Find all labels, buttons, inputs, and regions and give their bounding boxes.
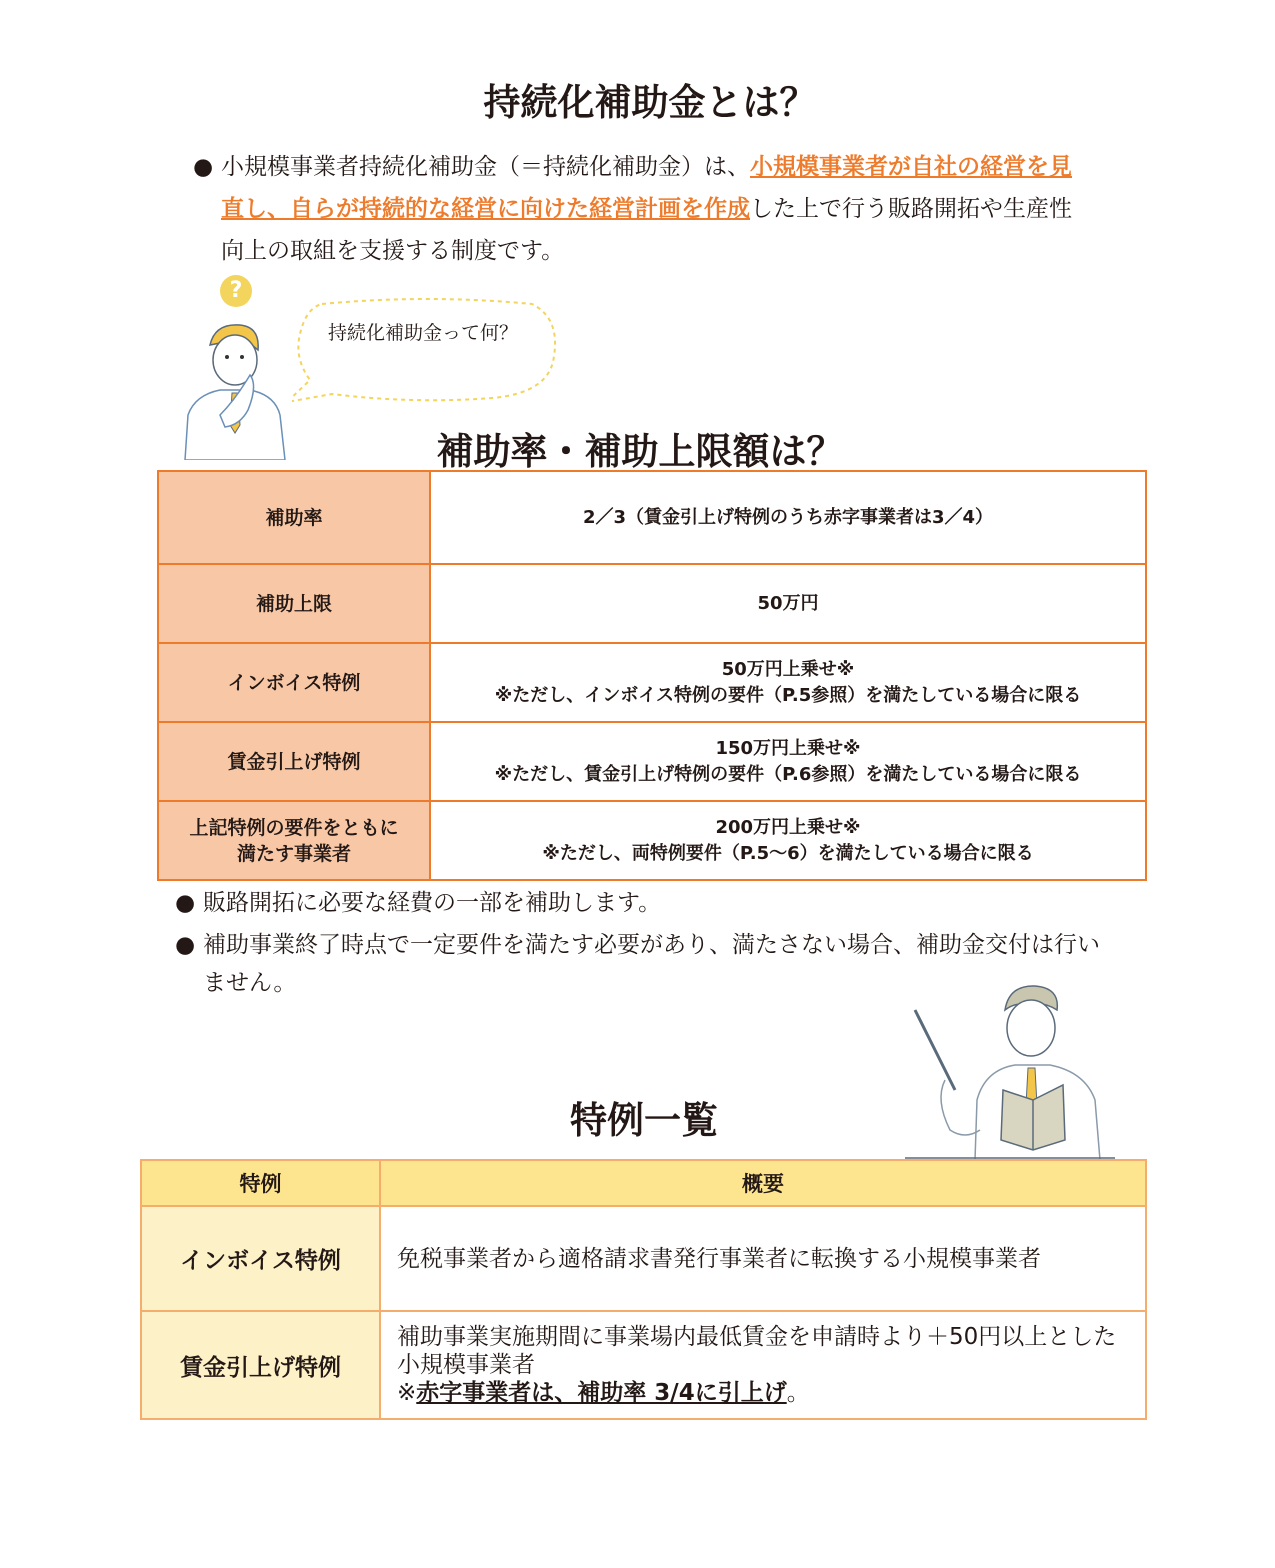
row-value bbox=[430, 471, 1146, 564]
special-desc bbox=[380, 1311, 1146, 1419]
rate-table bbox=[157, 470, 1147, 881]
intro-highlight: 小規模事業者が自社の経営を見直し、自らが持続的な経営に向けた経営計画を作成 bbox=[221, 154, 1072, 222]
question-mark-icon: ? bbox=[220, 275, 252, 307]
row-label: 賃金引上げ特例 bbox=[158, 722, 430, 801]
special-name: インボイス特例 bbox=[141, 1206, 380, 1311]
value-line: 150万円上乗せ※ bbox=[715, 737, 861, 759]
row-value bbox=[430, 564, 1146, 643]
row-label: インボイス特例 bbox=[158, 643, 430, 722]
row-label: 補助率 bbox=[158, 471, 430, 564]
table-row bbox=[158, 801, 1146, 880]
page-title: 持続化補助金とは？ bbox=[483, 81, 817, 124]
column-header: 特例 bbox=[141, 1160, 380, 1206]
teacher-pointer-illustration bbox=[905, 980, 1115, 1160]
value-line: 50万円上乗せ※ bbox=[721, 658, 855, 680]
value-note: ※ただし、賃金引上げ特例の要件（P.6参照）を満たしている場合に限る bbox=[494, 763, 1082, 785]
row-value bbox=[430, 801, 1146, 880]
note-text: 補助事業終了時点で一定要件を満たす必要があり、満たさない場合、補助金交付は行いません。 bbox=[203, 932, 1100, 996]
bullet-icon: ● bbox=[175, 890, 196, 916]
section-title-special: 特例一覧 bbox=[570, 1099, 718, 1142]
row-value bbox=[430, 643, 1146, 722]
desc-note bbox=[397, 1379, 1145, 1407]
special-name: 賃金引上げ特例 bbox=[141, 1311, 380, 1419]
row-value bbox=[430, 722, 1146, 801]
table-row bbox=[158, 643, 1146, 722]
value-note: ※ただし、両特例要件（P.5～6）を満たしている場合に限る bbox=[542, 842, 1034, 864]
bullet-icon: ● bbox=[175, 932, 196, 958]
intro-pre: 小規模事業者持続化補助金（＝持続化補助金）は、 bbox=[221, 154, 750, 180]
table-row bbox=[141, 1311, 1146, 1419]
desc-text: 補助事業実施期間に事業場内最低賃金を申請時より＋50円以上とした小規模事業者 bbox=[397, 1324, 1117, 1378]
row-label: 上記特例の要件をともに満たす事業者 bbox=[158, 801, 430, 880]
note-highlight: 赤字事業者は、補助率 3/4に引上げ bbox=[416, 1380, 787, 1406]
intro-paragraph bbox=[193, 146, 1093, 272]
note-text: 販路開拓に必要な経費の一部を補助します。 bbox=[203, 890, 662, 916]
list-item bbox=[175, 884, 1115, 922]
table-row bbox=[158, 722, 1146, 801]
special-table bbox=[140, 1159, 1147, 1420]
special-desc bbox=[380, 1206, 1146, 1311]
value-line: 200万円上乗せ※ bbox=[715, 816, 861, 838]
table-row bbox=[158, 564, 1146, 643]
note-suffix: 。 bbox=[786, 1380, 810, 1406]
value-line: 2／3（賃金引上げ特例のうち赤字事業者は3／4） bbox=[582, 506, 994, 528]
intro-post: した上で行う販路開拓や生産性向上の取組を支援する制度です。 bbox=[221, 196, 1072, 264]
bullet-icon: ● bbox=[193, 154, 214, 180]
table-row bbox=[158, 471, 1146, 564]
column-header: 概要 bbox=[380, 1160, 1146, 1206]
speech-bubble bbox=[292, 298, 562, 406]
bubble-text: 持続化補助金って何？ bbox=[328, 322, 519, 344]
value-note: ※ただし、インボイス特例の要件（P.5参照）を満たしている場合に限る bbox=[494, 684, 1082, 706]
desc-text: 免税事業者から適格請求書発行事業者に転換する小規模事業者 bbox=[397, 1245, 1041, 1272]
value-line: 50万円 bbox=[757, 592, 819, 614]
row-label: 補助上限 bbox=[158, 564, 430, 643]
section-title-rates: 補助率・補助上限額は？ bbox=[436, 430, 844, 473]
table-row bbox=[141, 1206, 1146, 1311]
note-prefix: ※ bbox=[397, 1380, 417, 1406]
table-header-row bbox=[141, 1160, 1146, 1206]
